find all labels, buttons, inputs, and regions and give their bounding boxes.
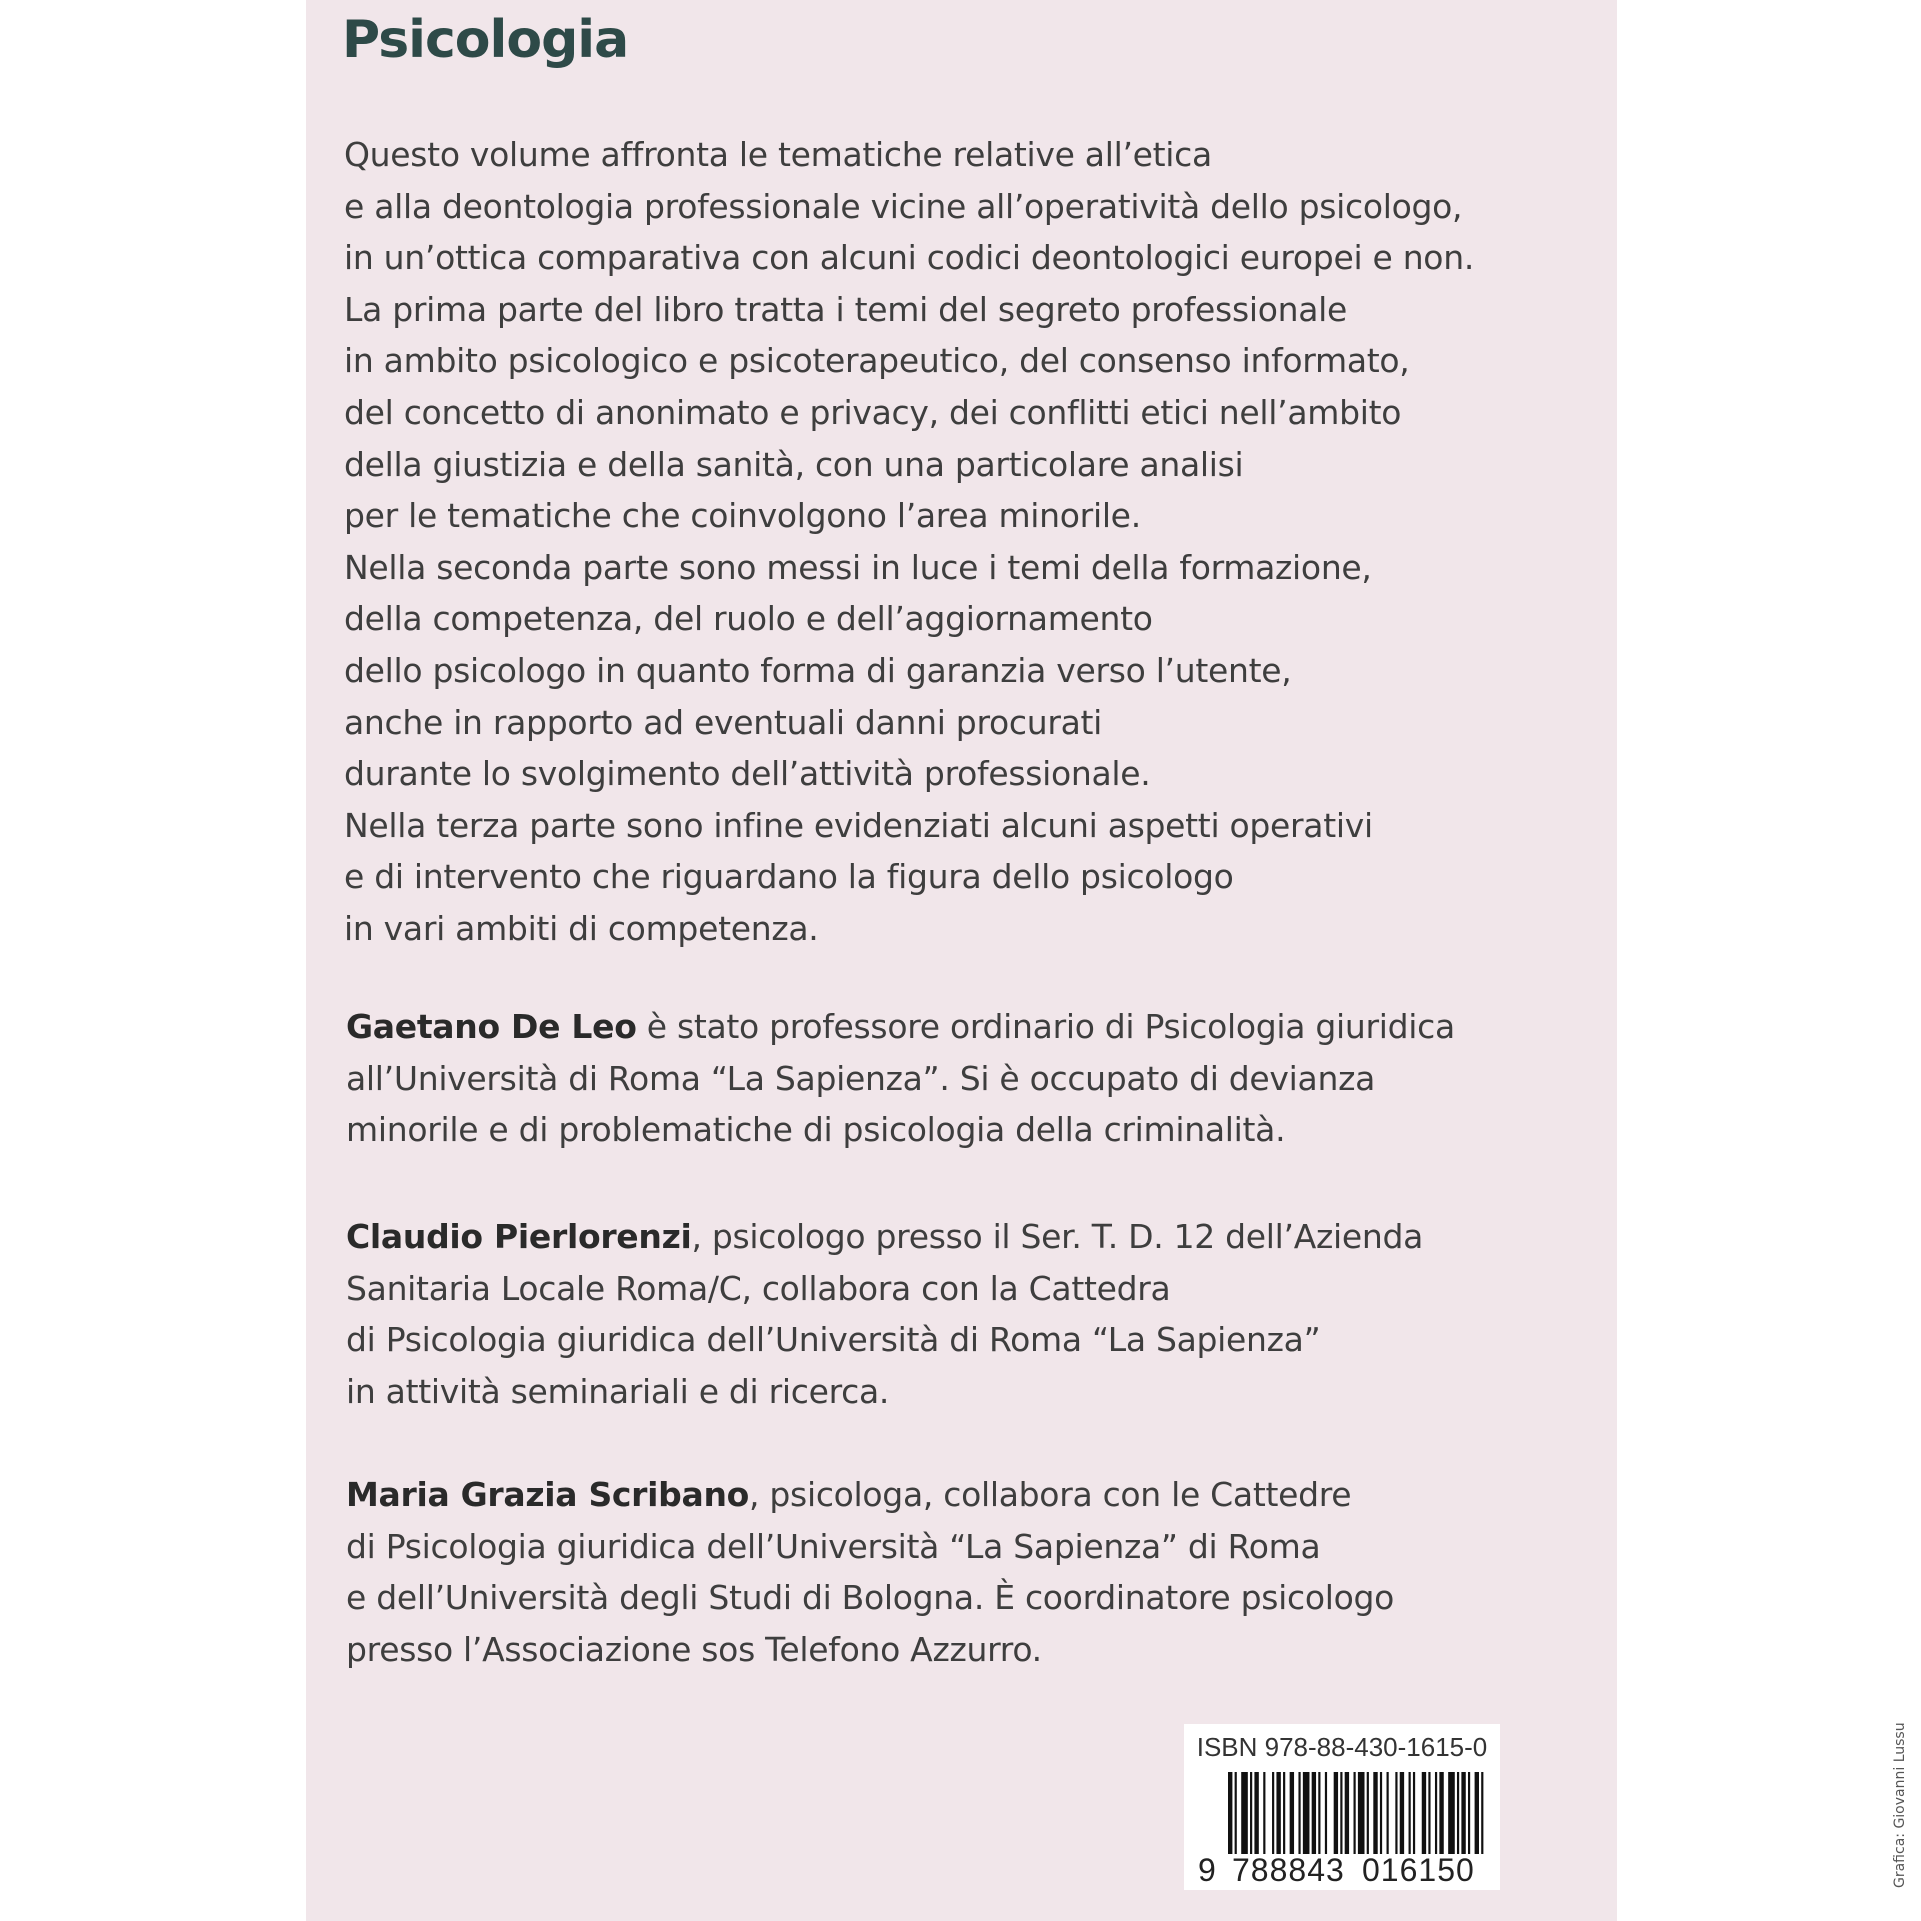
design-credit: Grafica: Giovanni Lussu [1892, 1722, 1908, 1888]
bio-line: e dell’Università degli Studi di Bologna. È coordinatore psicologo [346, 1578, 1395, 1618]
barcode-bar [1254, 1772, 1258, 1854]
barcode-bar [1461, 1772, 1465, 1854]
barcode-bar [1250, 1772, 1252, 1854]
bio-line: di Psicologia giuridica dell’Università di Roma “La Sapienza” [346, 1320, 1321, 1360]
barcode-bar [1358, 1772, 1365, 1854]
description-line: in vari ambiti di competenza. [344, 908, 819, 948]
description-line: della giustizia e della sanità, con una particolare analisi [344, 444, 1244, 484]
description-line: per le tematiche che coinvolgono l’area minorile. [344, 496, 1141, 536]
book-description [344, 129, 1474, 955]
barcode-bar [1235, 1772, 1237, 1854]
description-line: Nella terza parte sono infine evidenziati alcuni aspetti operativi [344, 805, 1373, 845]
description-line: dello psicologo in quanto forma di garanzia verso l’utente, [344, 650, 1292, 690]
bio-first-line [346, 1001, 1455, 1053]
barcode-digits [1184, 1852, 1500, 1888]
author-bio-pierlorenzi [346, 1211, 1423, 1417]
barcode-bar [1312, 1772, 1316, 1854]
bio-text: è stato professore ordinario di Psicologia giuridica [636, 1007, 1455, 1046]
description-line: anche in rapporto ad eventuali danni procurati [344, 702, 1103, 742]
barcode-bar [1373, 1772, 1377, 1854]
barcode-bar [1409, 1772, 1411, 1854]
description-line: e di intervento che riguardano la figura dello psicologo [344, 857, 1234, 897]
barcode-bar [1422, 1772, 1426, 1854]
barcode-bar [1439, 1772, 1443, 1854]
barcode-bar [1241, 1772, 1248, 1854]
barcode-digit-first: 9 [1198, 1852, 1216, 1888]
barcode-bars [1228, 1772, 1490, 1854]
barcode-bar [1228, 1772, 1232, 1854]
barcode-bar [1387, 1772, 1389, 1854]
barcode-bar [1298, 1772, 1300, 1854]
barcode-bar [1345, 1772, 1349, 1854]
barcode-digit-group-left: 788843 [1232, 1852, 1345, 1888]
back-cover [306, 0, 1908, 1921]
author-bio-scribano [346, 1469, 1394, 1675]
barcode-bar [1475, 1772, 1479, 1854]
barcode-bar [1468, 1772, 1470, 1854]
author-name: Claudio Pierlorenzi [346, 1217, 692, 1256]
bio-text: , psicologo presso il Ser. T. D. 12 dell’Azienda [691, 1217, 1424, 1256]
barcode-bar [1340, 1772, 1342, 1854]
description-line: Questo volume affronta le tematiche relative all’etica [344, 135, 1212, 174]
barcode-bar [1457, 1772, 1459, 1854]
description-line: in un’ottica comparativa con alcuni codici deontologici europei e non. [344, 238, 1475, 278]
isbn-label: ISBN 978-88-430-1615-0 [1196, 1732, 1488, 1762]
barcode-bar [1428, 1772, 1430, 1854]
barcode-bar [1283, 1772, 1285, 1854]
barcode-bar [1272, 1772, 1274, 1854]
bio-line: all’Università di Roma “La Sapienza”. Si è occupato di devianza [346, 1058, 1376, 1098]
description-line: della competenza, del ruolo e dell’aggiornamento [344, 599, 1153, 639]
barcode-bar [1435, 1772, 1437, 1854]
bio-line: di Psicologia giuridica dell’Università “La Sapienza” di Roma [346, 1526, 1321, 1566]
barcode-bar [1290, 1772, 1294, 1854]
bio-text: , psicologa, collabora con le Cattedre [749, 1475, 1352, 1514]
barcode-bar [1325, 1772, 1327, 1854]
barcode-bar [1395, 1772, 1397, 1854]
barcode-bar [1380, 1772, 1382, 1854]
description-line: del concetto di anonimato e privacy, dei conflitti etici nell’ambito [344, 392, 1402, 432]
bio-line: in attività seminariali e di ricerca. [346, 1371, 890, 1411]
barcode-bar [1263, 1772, 1265, 1854]
description-line: in ambito psicologico e psicoterapeutico, del consenso informato, [344, 341, 1410, 381]
barcode-bar [1413, 1772, 1415, 1854]
barcode-bar [1448, 1772, 1455, 1854]
bio-line: Sanitaria Locale Roma/C, collabora con la Cattedra [346, 1268, 1171, 1308]
isbn-barcode [1184, 1724, 1500, 1890]
description-line: e alla deontologia professionale vicine all’operatività dello psicologo, [344, 186, 1463, 226]
author-bio-de-leo [346, 1001, 1455, 1156]
description-line: durante lo svolgimento dell’attività professionale. [344, 754, 1151, 794]
barcode-bar [1276, 1772, 1280, 1854]
barcode-bar [1481, 1772, 1483, 1854]
author-name: Gaetano De Leo [346, 1007, 637, 1046]
description-line: La prima parte del libro tratta i temi del segreto professionale [344, 289, 1348, 329]
barcode-bar [1354, 1772, 1356, 1854]
bio-first-line [346, 1469, 1394, 1521]
barcode-digit-group-right: 016150 [1362, 1852, 1475, 1888]
barcode-bar [1318, 1772, 1320, 1854]
barcode-bar [1334, 1772, 1338, 1854]
description-line: Nella seconda parte sono messi in luce i temi della formazione, [344, 547, 1372, 587]
barcode-bar [1367, 1772, 1369, 1854]
author-name: Maria Grazia Scribano [346, 1475, 750, 1514]
bio-first-line [346, 1211, 1423, 1263]
barcode-bar [1400, 1772, 1404, 1854]
bio-line: minorile e di problematiche di psicologia della criminalità. [346, 1110, 1286, 1150]
barcode-bar [1303, 1772, 1310, 1854]
series-title: Psicologia [342, 10, 629, 70]
bio-line: presso l’Associazione sos Telefono Azzurro. [346, 1629, 1042, 1669]
